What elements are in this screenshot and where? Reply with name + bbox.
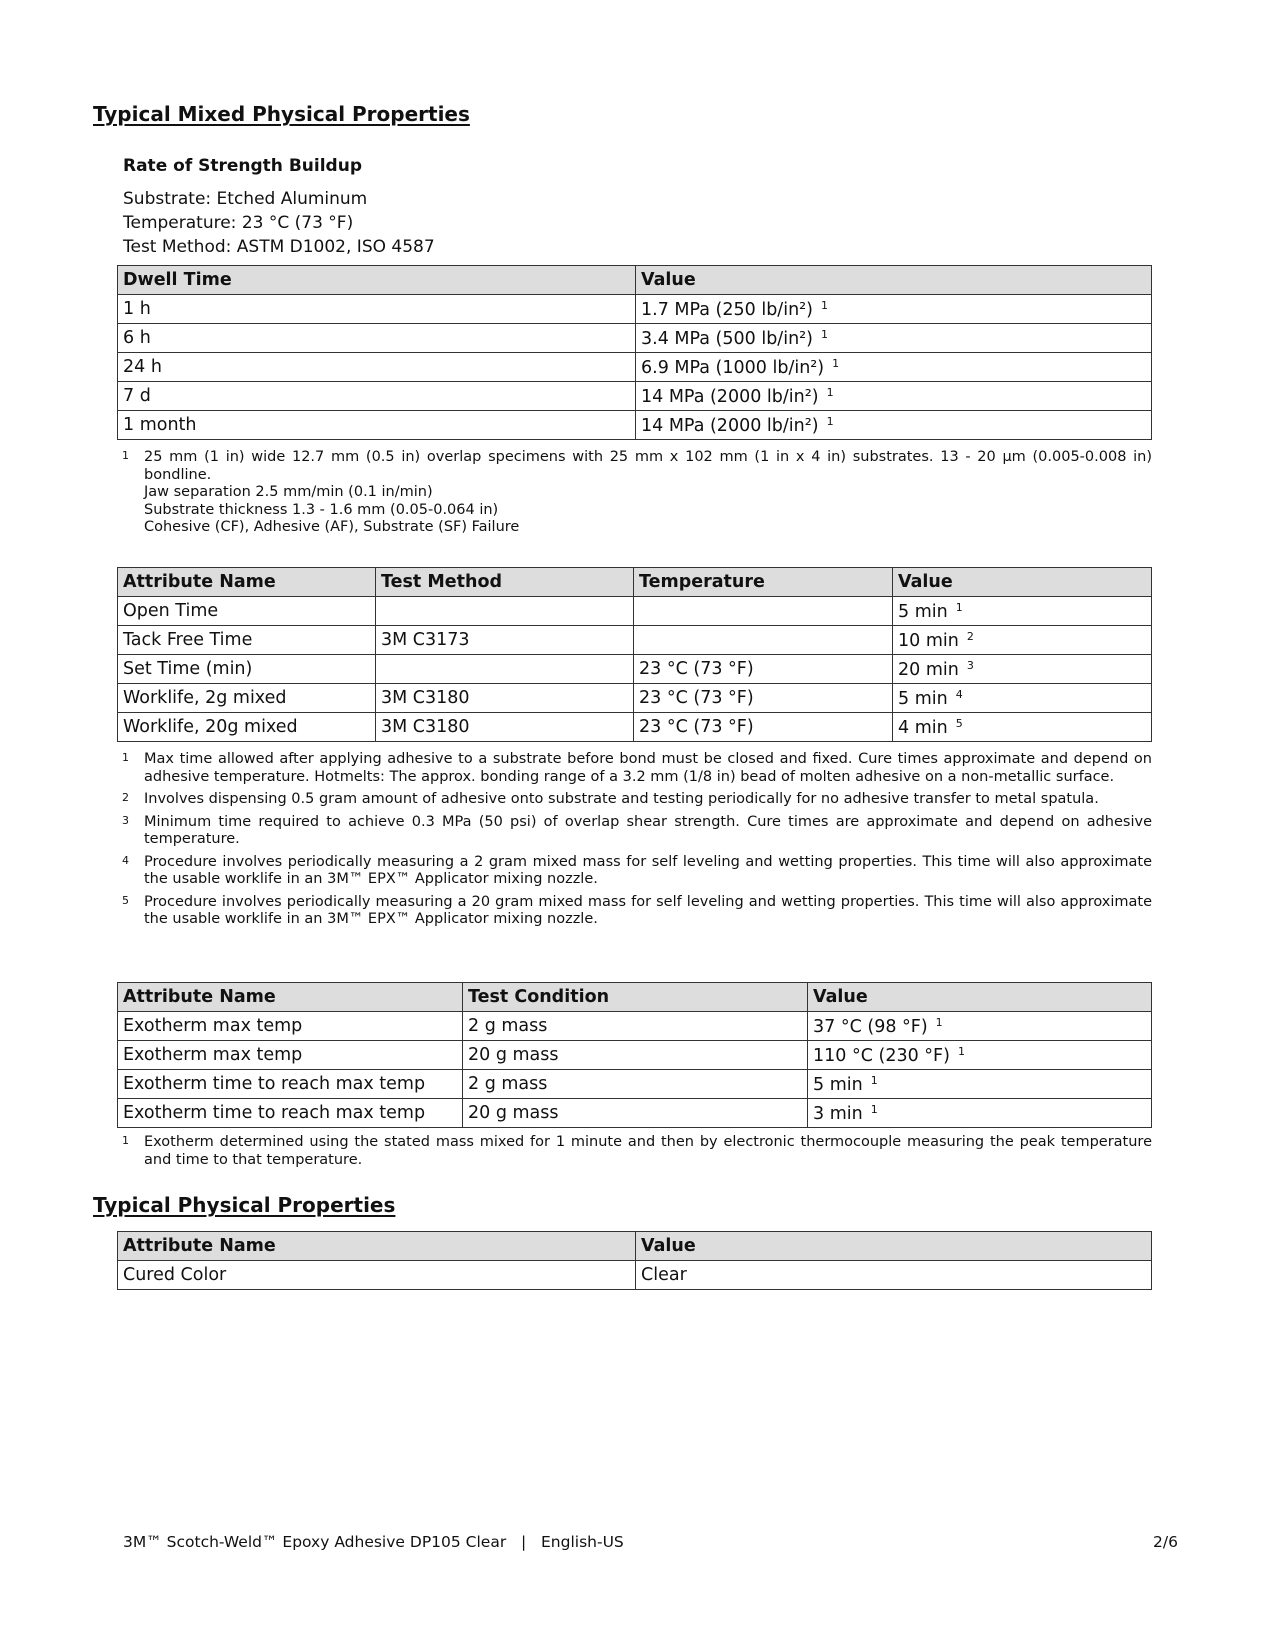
condition-cell: 20 g mass	[463, 1099, 808, 1128]
value-cell: 3.4 MPa (500 lb/in²) $^1$	[636, 324, 1152, 353]
temperature-cell	[634, 626, 893, 655]
value-cell: 3 min $^1$	[808, 1099, 1152, 1128]
column-header: Attribute Name	[118, 983, 463, 1012]
table-row	[118, 1261, 1152, 1290]
footnote-line: Minimum time required to achieve 0.3 MPa (50 psi) of overlap shear strength. Cure times are approximate and depend on adhesive temperature.	[144, 813, 1152, 847]
temperature-cell: 23 °C (73 °F)	[634, 655, 893, 684]
dwell-cell: 24 h	[118, 353, 636, 382]
physical-properties-table	[117, 1231, 1152, 1290]
footnote-ref: 4	[955, 687, 963, 701]
attribute-cell: Open Time	[118, 597, 376, 626]
strength-buildup-table	[117, 265, 1152, 440]
table-row	[118, 1099, 1152, 1128]
value-cell: 6.9 MPa (1000 lb/in²) $^1$	[636, 353, 1152, 382]
footnote-line: Max time allowed after applying adhesive to a substrate before bond must be closed and fixed. Cure times approximate and depend on adhesive temperature. Hotmelts: The approx. bonding range of a 3.2 mm (1/8 in) bead of molten adhesive on a non-metallic surface.	[144, 751, 1152, 785]
substrate-line: Substrate: Etched Aluminum	[123, 189, 368, 209]
subsection-title: Rate of Strength Buildup	[123, 156, 362, 176]
section-title-physical: Typical Physical Properties	[93, 1193, 396, 1217]
column-header: Value	[636, 1232, 1152, 1261]
temperature-cell: 23 °C (73 °F)	[634, 713, 893, 742]
section-title-mixed: Typical Mixed Physical Properties	[93, 102, 470, 126]
value-cell: 37 °C (98 °F) $^1$	[808, 1012, 1152, 1041]
footnote-mark: 1	[122, 1134, 129, 1147]
cure-time-footnotes	[122, 751, 1152, 934]
footnote-ref: 1	[870, 1102, 878, 1116]
footnote-ref: 2	[966, 629, 974, 643]
value-cell: 4 min $^5$	[893, 713, 1152, 742]
table-row	[118, 411, 1152, 440]
value-cell: 5 min $^1$	[808, 1070, 1152, 1099]
exotherm-table	[117, 982, 1152, 1128]
column-header: Attribute Name	[118, 1232, 636, 1261]
footnote-mark: 1	[122, 449, 129, 462]
attribute-cell: Tack Free Time	[118, 626, 376, 655]
column-header: Test Method	[376, 568, 634, 597]
value-cell: 5 min $^4$	[893, 684, 1152, 713]
footnote-mark: 3	[122, 813, 129, 827]
table-row	[118, 1012, 1152, 1041]
footnote-ref: 1	[821, 327, 829, 341]
footnote-ref: 5	[955, 716, 963, 730]
table-row	[118, 324, 1152, 353]
test-method-line: Test Method: ASTM D1002, ISO 4587	[123, 237, 435, 257]
footnote-line: Involves dispensing 0.5 gram amount of adhesive onto substrate and testing periodically for no adhesive transfer to metal spatula.	[144, 791, 1099, 807]
column-header: Value	[808, 983, 1152, 1012]
method-cell: 3M C3180	[376, 684, 634, 713]
footer-separator: |	[521, 1533, 527, 1551]
condition-cell: 2 g mass	[463, 1070, 808, 1099]
footnote-ref: 1	[935, 1015, 943, 1029]
column-header: Value	[893, 568, 1152, 597]
temperature-line: Temperature: 23 °C (73 °F)	[123, 213, 354, 233]
table-row	[118, 655, 1152, 684]
footnote-mark: 4	[122, 853, 129, 867]
column-header: Test Condition	[463, 983, 808, 1012]
footnote-line: Procedure involves periodically measuring a 2 gram mixed mass for self leveling and wetting properties. This time will also approximate the usable worklife in an 3M™ EPX™ Applicator mixing nozzle.	[144, 853, 1152, 887]
table-row	[118, 1070, 1152, 1099]
column-header: Dwell Time	[118, 266, 636, 295]
footnote-line: Exotherm determined using the stated mass mixed for 1 minute and then by electronic thermocouple measuring the peak temperature and time to that temperature.	[144, 1134, 1152, 1168]
value-cell: 20 min $^3$	[893, 655, 1152, 684]
test-conditions	[123, 187, 435, 259]
footnote-mark: 2	[122, 791, 129, 804]
exotherm-footnotes	[122, 1134, 1152, 1174]
footnote-ref: 1	[870, 1073, 878, 1087]
footnote-line: Procedure involves periodically measuring a 20 gram mixed mass for self leveling and wetting properties. This time will also approximate the usable worklife in an 3M™ EPX™ Applicator mixing nozzle.	[144, 893, 1152, 927]
strength-footnotes	[122, 449, 1152, 542]
footnote-mark: 5	[122, 893, 129, 907]
method-cell	[376, 597, 634, 626]
column-header: Value	[636, 266, 1152, 295]
footnote-ref: 1	[826, 414, 834, 428]
footnote-line: Cohesive (CF), Adhesive (AF), Substrate (SF) Failure	[144, 519, 520, 535]
page-number: 2/6	[1153, 1533, 1178, 1551]
footnote-ref: 3	[966, 658, 974, 672]
value-cell: 10 min $^2$	[893, 626, 1152, 655]
value-cell: 110 °C (230 °F) $^1$	[808, 1041, 1152, 1070]
dwell-cell: 7 d	[118, 382, 636, 411]
value-cell: 1.7 MPa (250 lb/in²) $^1$	[636, 295, 1152, 324]
footnote	[122, 814, 1152, 849]
value-cell: 14 MPa (2000 lb/in²) $^1$	[636, 411, 1152, 440]
footnote-mark: 1	[122, 751, 129, 764]
table-row	[118, 382, 1152, 411]
condition-cell: 20 g mass	[463, 1041, 808, 1070]
attribute-cell: Worklife, 2g mixed	[118, 684, 376, 713]
table-header-row	[118, 1232, 1152, 1261]
footnote	[122, 854, 1152, 889]
condition-cell: 2 g mass	[463, 1012, 808, 1041]
table-row	[118, 713, 1152, 742]
table-header-row	[118, 266, 1152, 295]
attribute-cell: Cured Color	[118, 1261, 636, 1290]
attribute-cell: Exotherm time to reach max temp	[118, 1070, 463, 1099]
attribute-cell: Exotherm max temp	[118, 1012, 463, 1041]
dwell-cell: 1 h	[118, 295, 636, 324]
footnote-ref: 1	[821, 298, 829, 312]
footnote-ref: 1	[832, 356, 840, 370]
cure-time-table	[117, 567, 1152, 742]
value-cell: 14 MPa (2000 lb/in²) $^1$	[636, 382, 1152, 411]
table-row	[118, 684, 1152, 713]
method-cell: 3M C3173	[376, 626, 634, 655]
footnote	[122, 449, 1152, 537]
table-header-row	[118, 568, 1152, 597]
table-row	[118, 597, 1152, 626]
table-header-row	[118, 983, 1152, 1012]
footnote-ref: 1	[957, 1044, 965, 1058]
footnote-line: 25 mm (1 in) wide 12.7 mm (0.5 in) overlap specimens with 25 mm x 102 mm (1 in x 4 in) substrates. 13 - 20 µm (0.005-0.008 in) bondline.	[144, 449, 1152, 483]
footnote-ref: 1	[955, 600, 963, 614]
dwell-cell: 1 month	[118, 411, 636, 440]
table-row	[118, 295, 1152, 324]
footnote	[122, 751, 1152, 786]
footnote-line: Substrate thickness 1.3 - 1.6 mm (0.05-0.064 in)	[144, 501, 499, 518]
attribute-cell: Exotherm max temp	[118, 1041, 463, 1070]
method-cell	[376, 655, 634, 684]
footer-product: 3M™ Scotch-Weld™ Epoxy Adhesive DP105 Clear | English-US	[123, 1533, 624, 1551]
attribute-cell: Set Time (min)	[118, 655, 376, 684]
attribute-cell: Worklife, 20g mixed	[118, 713, 376, 742]
column-header: Attribute Name	[118, 568, 376, 597]
footnote	[122, 894, 1152, 929]
column-header: Temperature	[634, 568, 893, 597]
footnote	[122, 1134, 1152, 1169]
table-row	[118, 353, 1152, 382]
footnote-line: Jaw separation 2.5 mm/min (0.1 in/min)	[144, 484, 433, 500]
table-row	[118, 626, 1152, 655]
value-cell: 5 min $^1$	[893, 597, 1152, 626]
footnote-ref: 1	[826, 385, 834, 399]
dwell-cell: 6 h	[118, 324, 636, 353]
footnote	[122, 791, 1152, 809]
footer-language: English-US	[541, 1533, 624, 1551]
temperature-cell: 23 °C (73 °F)	[634, 684, 893, 713]
table-row	[118, 1041, 1152, 1070]
method-cell: 3M C3180	[376, 713, 634, 742]
temperature-cell	[634, 597, 893, 626]
value-cell: Clear	[636, 1261, 1152, 1290]
attribute-cell: Exotherm time to reach max temp	[118, 1099, 463, 1128]
